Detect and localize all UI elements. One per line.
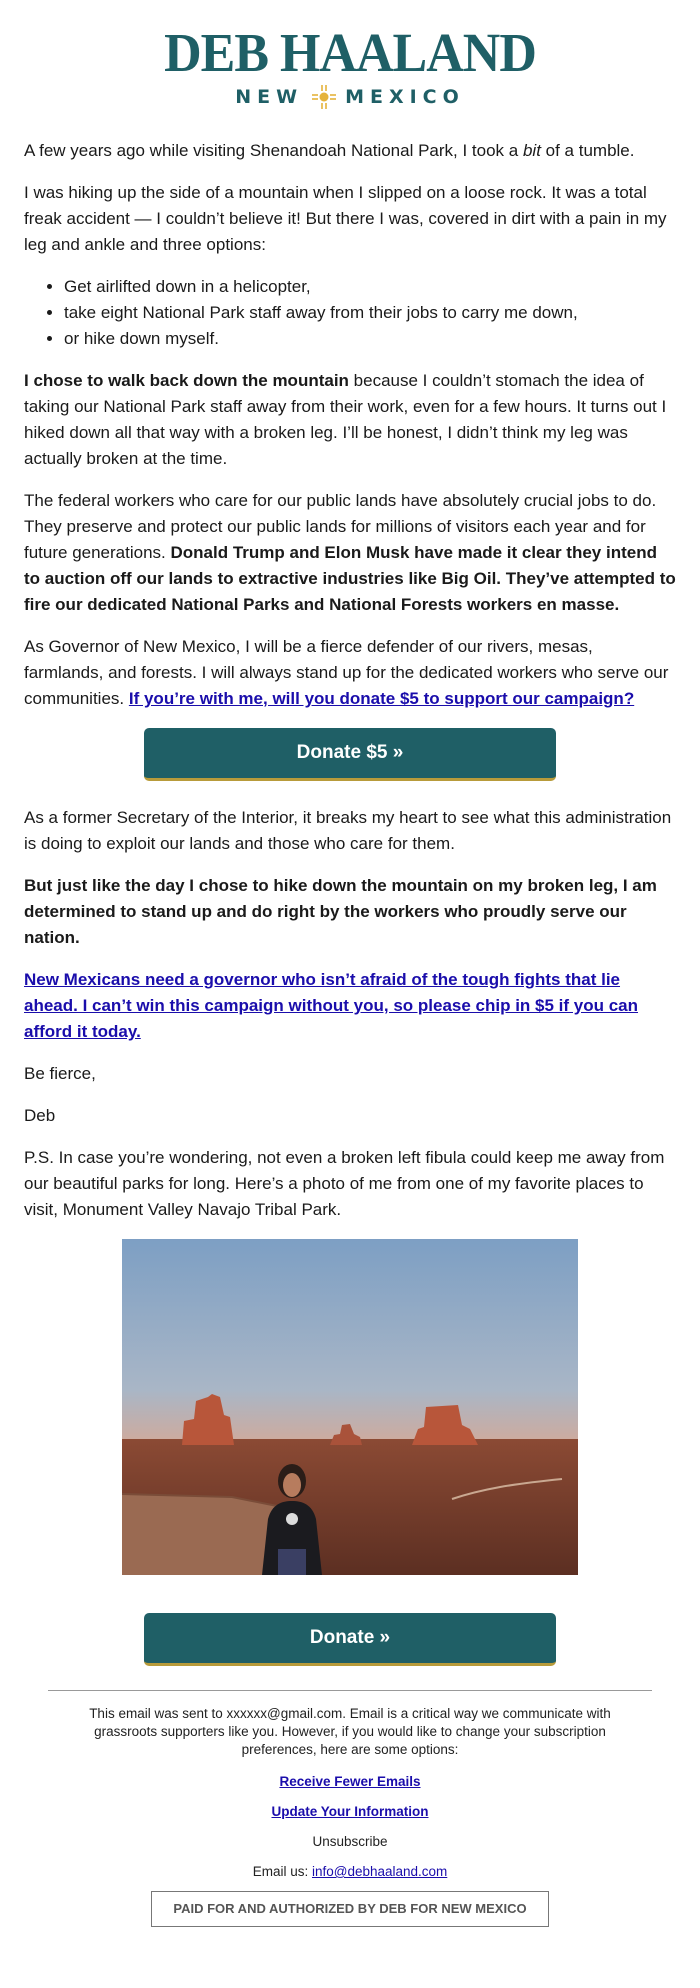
paragraph-determined	[24, 873, 676, 951]
logo-name: DEB HAALAND	[164, 23, 536, 84]
monument-valley-photo	[122, 1239, 578, 1575]
signature: Deb	[24, 1106, 56, 1125]
donate-button[interactable]: Donate »	[144, 1613, 556, 1666]
options-list	[24, 274, 676, 352]
text: As Governor of New Mexico, I will be a fierce defender of our rivers, mesas, farmlands, and forests. I will always stand up for the dedicated workers who serve our communities.	[24, 637, 669, 708]
paragraph-cta	[24, 967, 676, 1045]
text: A few years ago while visiting Shenandoah National Park, I took a	[24, 141, 523, 160]
logo-subtitle	[0, 84, 700, 110]
logo-state-left: NEW	[235, 86, 304, 108]
receive-fewer-emails-link[interactable]: Receive Fewer Emails	[279, 1774, 421, 1789]
paid-for-disclaimer: PAID FOR AND AUTHORIZED BY DEB FOR NEW MEXICO	[151, 1891, 549, 1927]
list-item: • Get airlifted down in a helicopter,	[64, 274, 676, 300]
email-us-line	[48, 1863, 652, 1881]
logo-state-right: MEXICO	[345, 86, 465, 108]
paragraph-secretary: As a former Secretary of the Interior, it breaks my heart to see what this administration is doing to exploit our lands and those who care for them.	[24, 808, 672, 853]
paragraph-intro	[24, 138, 676, 164]
header	[0, 0, 700, 138]
text-bold: But just like the day I chose to hike down the mountain on my broken leg, I am determined to stand up and do right by the workers who proudly serve our nation.	[24, 876, 657, 947]
paragraph-governor	[24, 634, 676, 712]
donate-button-wrap	[24, 1613, 676, 1666]
zia-sun-icon	[311, 84, 337, 110]
text: of a tumble.	[540, 141, 635, 160]
text-bold: I chose to walk back down the mountain	[24, 371, 349, 390]
donate-link[interactable]: If you’re with me, will you donate $5 to support our campaign?	[128, 689, 635, 708]
text: The federal workers who care for our public lands have absolutely crucial jobs to do. They preserve and protect our public lands for millions of visitors each year and for future generations.	[24, 491, 657, 562]
donate5-button-wrap	[24, 728, 676, 781]
paragraph-story: I was hiking up the side of a mountain when I slipped on a loose rock. It was a total freak accident — I couldn’t believe it! But there I was, covered in dirt with a pain in my leg and ankle and three options:	[24, 183, 667, 254]
text: because I couldn’t stomach the idea of taking our National Park staff away from their work, even for a few hours. It turns out I hiked down all that way with a broken leg. I’ll be honest, I didn’t think my leg was actually broken at the time.	[24, 371, 667, 468]
unsubscribe-text[interactable]: Unsubscribe	[312, 1834, 388, 1849]
text-bold: Donald Trump and Elon Musk have made it clear they intend to auction off our lands to extractive industries like Big Oil. They’ve attempted to fire our dedicated National Parks and National Forests workers en masse.	[24, 543, 676, 614]
email-us-label: Email us:	[252, 1864, 312, 1879]
list-item: • or hike down myself.	[64, 326, 676, 352]
signoff: Be fierce,	[24, 1064, 96, 1083]
email-body	[0, 138, 700, 1666]
footer	[48, 1690, 652, 1927]
list-item: • take eight National Park staff away from their jobs to carry me down,	[64, 300, 676, 326]
paragraph-federal-workers	[24, 488, 676, 618]
paragraph-choice	[24, 368, 676, 472]
update-information-link[interactable]: Update Your Information	[271, 1804, 429, 1819]
footer-intro: This email was sent to xxxxxx@gmail.com. Email is a critical way we communicate with grassroots supporters like you. However, if you would like to change your subscription preferences, here are some options:	[89, 1706, 611, 1757]
donate-5-button[interactable]: Donate $5 »	[144, 728, 556, 781]
chip-in-link[interactable]: New Mexicans need a governor who isn’t afraid of the tough fights that lie ahead. I can’t win this campaign without you, so please chip in $5 if you can afford it today.	[24, 970, 639, 1041]
postscript: P.S. In case you’re wondering, not even a broken left fibula could keep me away from our beautiful parks for long. Here’s a photo of me from one of my favorite places to visit, Monument Valley Navajo Tribal Park.	[24, 1148, 665, 1219]
email-address-link[interactable]: info@debhaaland.com	[311, 1864, 448, 1879]
text-emphasis: bit	[522, 141, 541, 160]
